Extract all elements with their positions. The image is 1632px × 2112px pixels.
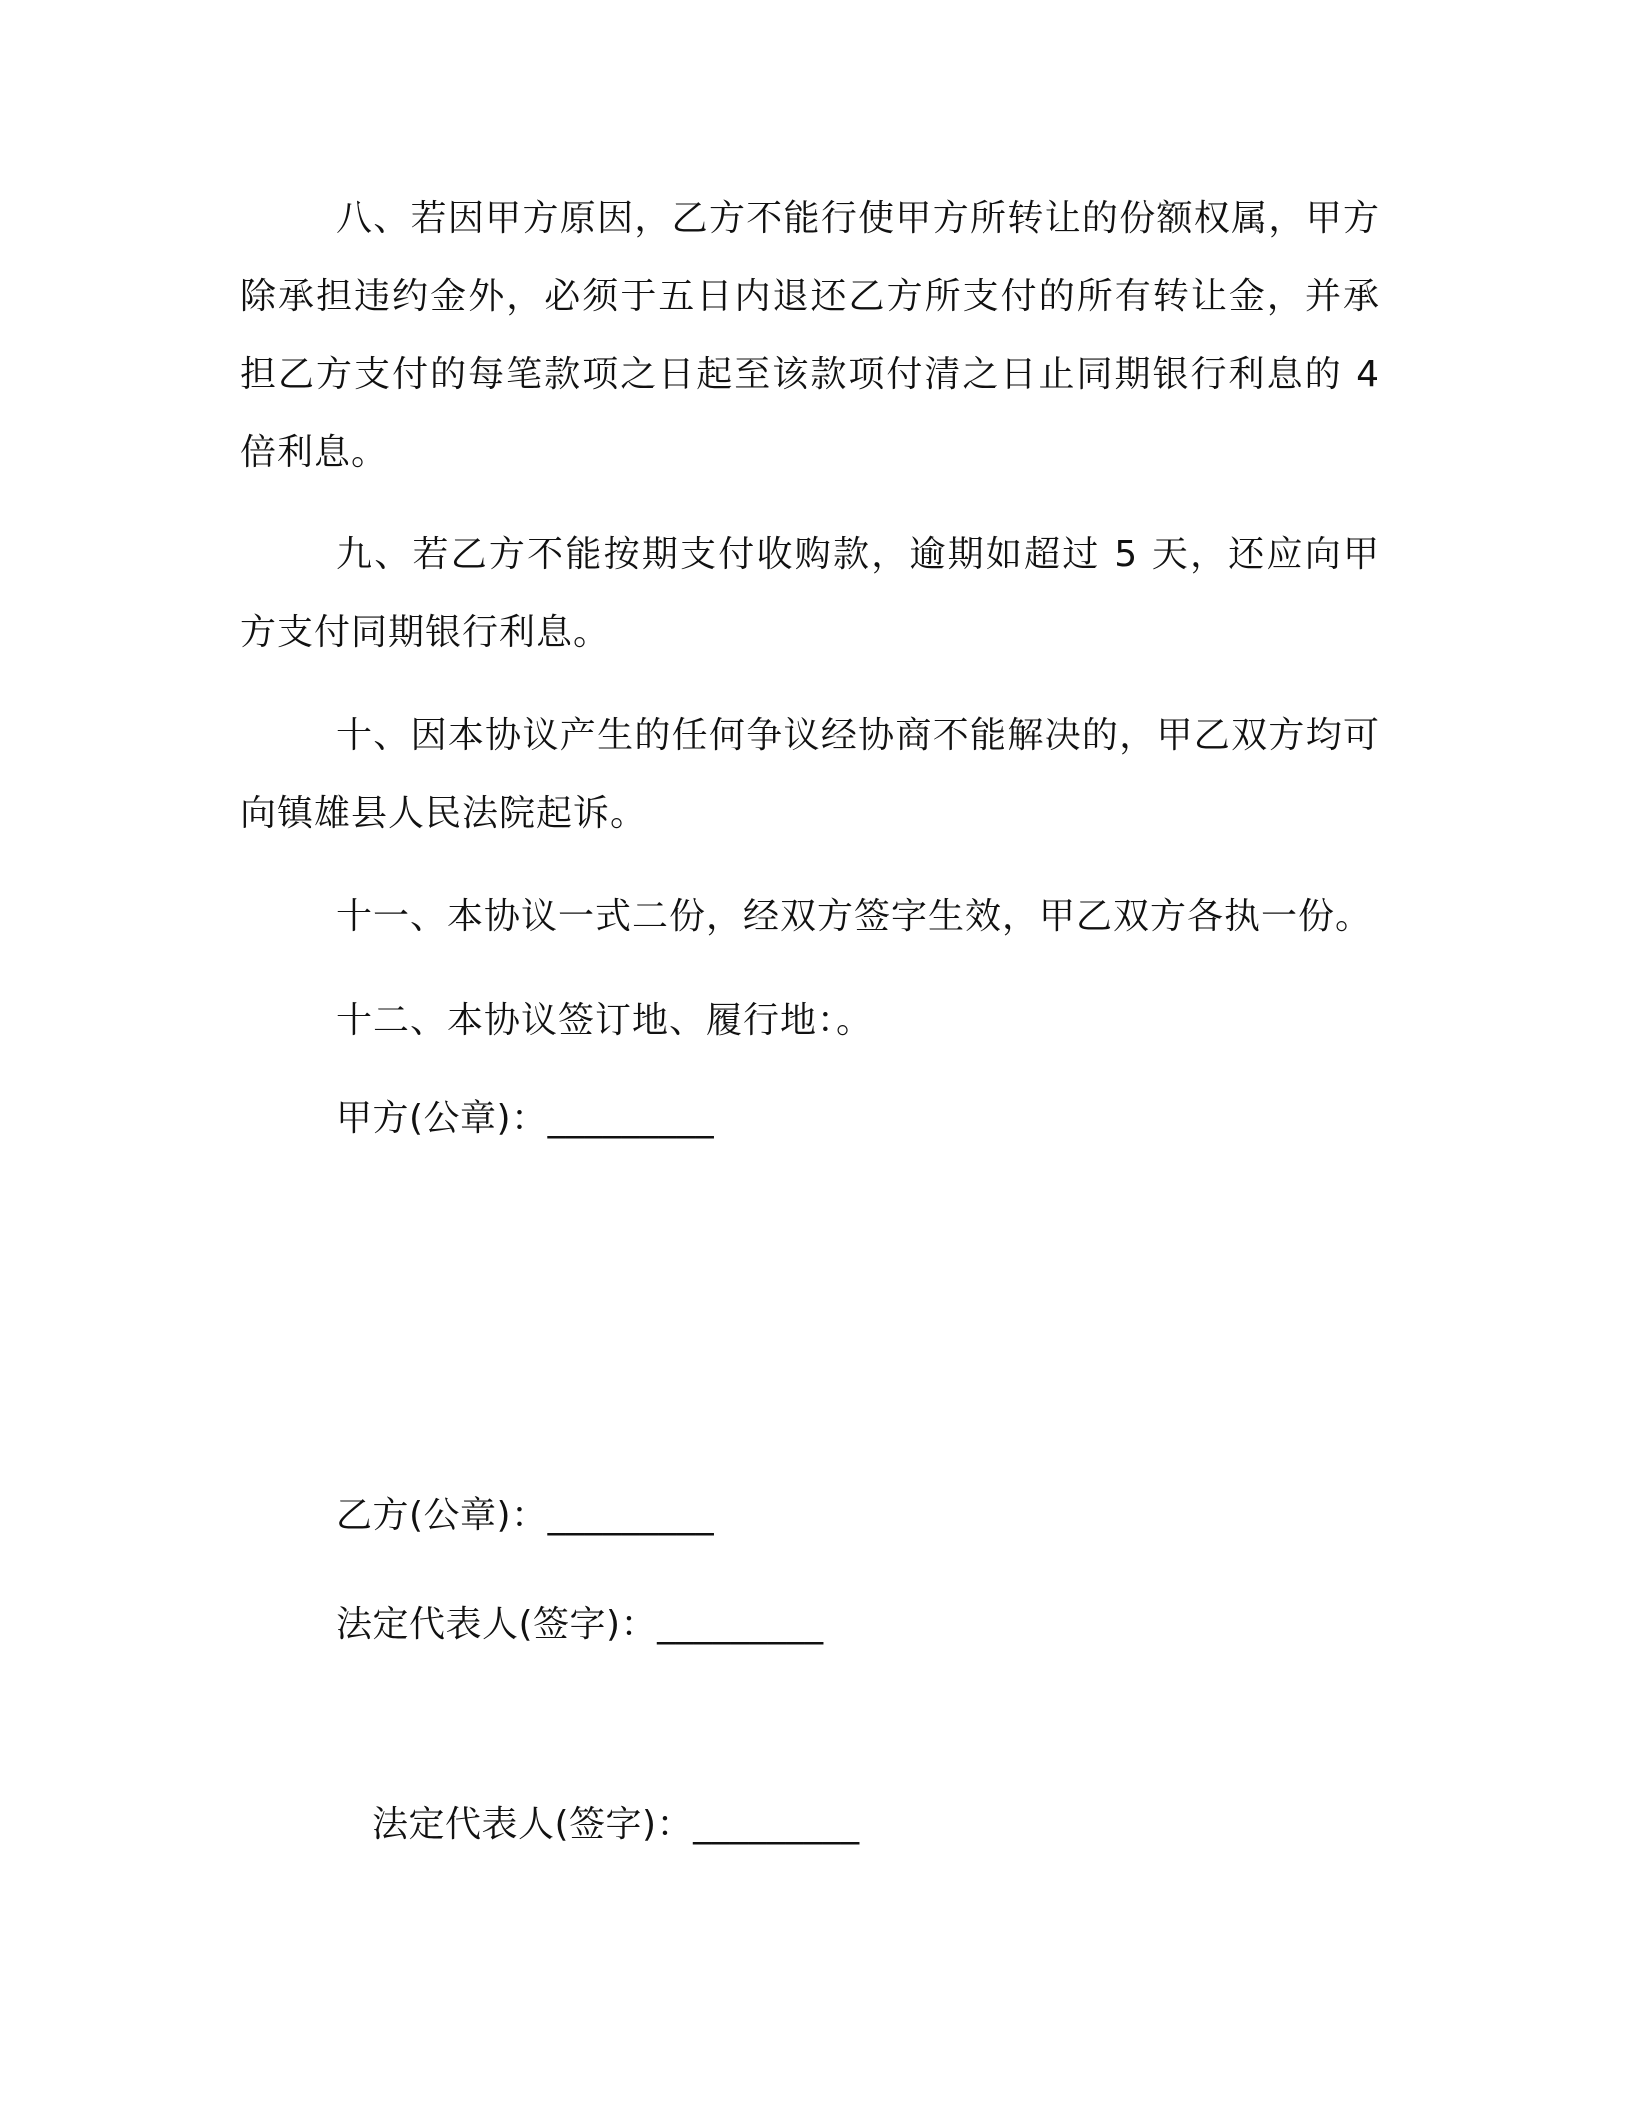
clause-9: 九、若乙方不能按期支付收购款，逾期如超过 5 天，还应向甲方支付同期银行利息。 — [240, 534, 1380, 653]
party-a-label: 甲方(公章)： — [336, 1098, 548, 1139]
party-b-signature-line — [336, 1492, 714, 1540]
clause-11: 十一、本协议一式二份，经双方签字生效，甲乙双方各执一份。 — [336, 896, 1373, 937]
legal-rep-1-signature-line — [336, 1601, 824, 1649]
party-b-blank[interactable]: _________ — [547, 1495, 715, 1536]
legal-rep-2-signature-line — [372, 1801, 860, 1849]
legal-rep-2-blank[interactable]: _________ — [693, 1804, 860, 1845]
legal-rep-2-label: 法定代表人(签字)： — [372, 1804, 694, 1845]
clause-10: 十、因本协议产生的任何争议经协商不能解决的，甲乙双方均可向镇雄县人民法院起诉。 — [240, 715, 1380, 834]
legal-rep-1-blank[interactable]: _________ — [657, 1604, 824, 1645]
party-a-blank[interactable]: _________ — [547, 1098, 715, 1139]
clause-8: 八、若因甲方原因，乙方不能行使甲方所转让的份额权属，甲方除承担违约金外，必须于五日内退还乙方所支付的所有转让金，并承担乙方支付的每笔款项之日起至该款项付清之日止同期银行利息的 4 倍利息。 — [240, 198, 1380, 473]
legal-rep-1-label: 法定代表人(签字)： — [336, 1604, 658, 1645]
party-b-label: 乙方(公章)： — [336, 1495, 548, 1536]
party-a-signature-line — [336, 1095, 714, 1143]
clause-12: 十二、本协议签订地、履行地：。 — [336, 1000, 874, 1041]
